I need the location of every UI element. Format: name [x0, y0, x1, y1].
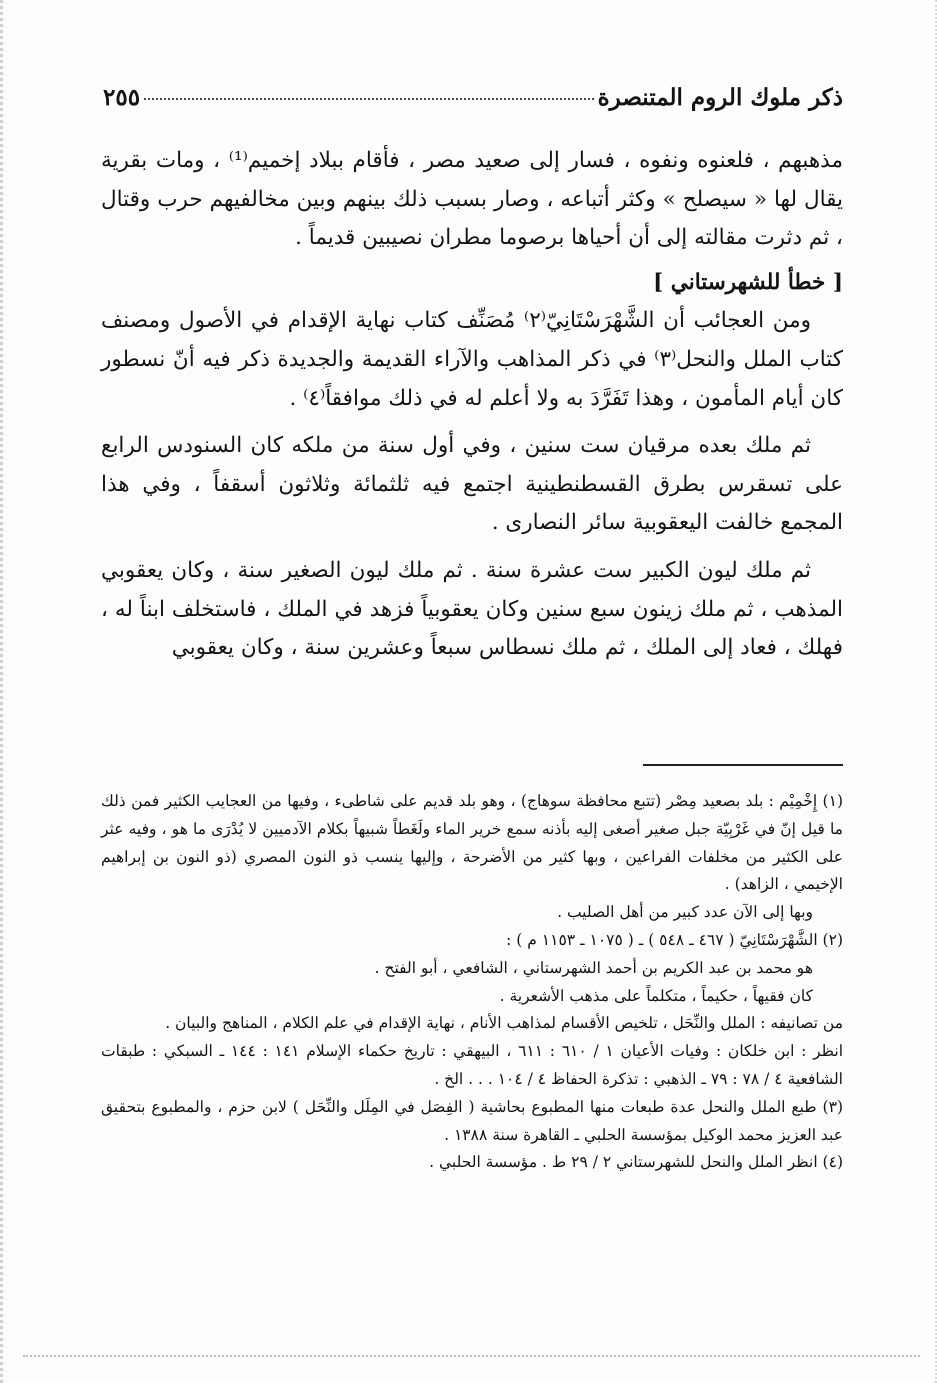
footnote-4: (٤) انظر الملل والنحل للشهرستاني ٢ / ٢٩ ط . مؤسسة الحلبي .	[429, 1153, 843, 1172]
paragraph-2: ومن العجائب أن الشَّهْرَسْتَانِيّ⁽٢⁾ مُصَنِّف كتاب نهاية الإقدام في الأصول ومصنف كتاب الملل والنحل⁽٣⁾ في ذكر المذاهب والآراء القديمة والجديدة ذكر فيه أنّ نسطور كان أيام المأمون ، وهذا تَفَرَّدَ به ولا أعلم له في ذلك موافقاً⁽٤⁾ .	[101, 308, 843, 411]
footnote-3: (٣) طبع الملل والنحل عدة طبعات منها المطبوع بحاشية ( الفِصَل في المِلَل والنِّحَل ) لابن حزم ، والمطبوع بتحقيق عبد العزيز محمد الوكيل بمؤسسة الحلبي ـ القاهرة سنة ١٣٨٨ .	[101, 1097, 843, 1144]
running-header	[103, 84, 843, 120]
footnote-2-line: هو محمد بن عبد الكريم بن أحمد الشهرستاني ، الشافعي ، أبو الفتح .	[374, 958, 813, 977]
paragraph-3: ثم ملك بعده مرقيان ست سنين ، وفي أول سنة من ملكه كان السنودس الرابع على تسقرس بطرق القسطنطينية اجتمع فيه ثلثمائة وثلاثون أسقفاً ، وفي هذا المجمع خالفت اليعقوبية سائر النصارى .	[101, 433, 843, 536]
footnote-2-heading: (٢) الشَّهْرَسْتَانِيّ ( ٤٦٧ ـ ٥٤٨ ) ـ ( ١٠٧٥ ـ ١١٥٣ م ) :	[506, 930, 843, 949]
running-title: ذكر ملوك الروم المتنصرة	[597, 84, 843, 111]
leader-dots	[144, 98, 594, 100]
footnote-2-works: من تصانيفه : الملل والنِّحَل ، تلخيص الأقسام لمذاهب الأنام ، نهاية الإقدام في علم الكلام ، المناهج والبيان .	[165, 1014, 843, 1033]
page-number: ٢٥٥	[103, 84, 141, 111]
footnote-separator	[643, 764, 843, 766]
footnote-2-refs: انظر : ابن خلكان : وفيات الأعيان ١ / ٦١٠ : ٦١١ ، البيهقي : تاريخ حكماء الإسلام ١٤١ : ١٤٤ ـ السبكي : طبقات الشافعية ٤ / ٧٨ : ٧٩ ـ الذهبي : تذكرة الحفاظ ٤ / ١٠٤ . . . الخ .	[101, 1042, 844, 1088]
footnotes	[101, 788, 843, 1177]
paragraph-4: ثم ملك ليون الكبير ست عشرة سنة . ثم ملك ليون الصغير سنة ، وكان يعقوبي المذهب ، ثم ملك زينون سبع سنين وكان يعقوبياً فزهد في الملك ، فاستخلف ابناً له ، فهلك ، فعاد إلى الملك ، ثم ملك نسطاس سبعاً وعشرين سنة ، وكان يعقوبي	[101, 557, 843, 661]
scan-border-dots	[23, 1355, 920, 1357]
footnote-2-line: كان فقيهاً ، حكيماً ، متكلماً على مذهب الأشعرية .	[499, 986, 813, 1005]
section-heading: [ خطأ للشهرستاني ]	[653, 269, 843, 295]
main-text	[101, 142, 843, 668]
footnote-1: (١) إِخْمِيْم : بلد بصعيد مِصْر (تتبع محافظة سوهاج) ، وهو بلد قديم على شاطىء ، وفيها من العجايب الكثير فمن ذلك ما قيل إنّ في غَرْبِيّة جبل صغير أصغى إليه بأذنه سمع خرير الماء ولَغَطاً شبيهاً بكلام الآدميين لا يُدْرَى ما هو ، وفيه عثر على الكثير من مخلفات الفراعين ، وبها كثير من الأضرحة ، وإليها ينسب ذو النون المصري (ذو النون بن إبراهيم الإخيمي ، الزاهد) .	[101, 792, 843, 894]
footnote-1-continued: وبها إلى الآن عدد كبير من أهل الصليب .	[557, 903, 813, 922]
paragraph-1: مذهبهم ، فلعنوه ونفوه ، فسار إلى صعيد مصر ، فأقام ببلاد إخميم⁽¹⁾ ، ومات بقرية يقال لها « سيصلح » وكثر أتباعه ، وصار بسبب ذلك بينهم وبين مخالفيهم حرب وقتال ، ثم دثرت مقالته إلى أن أحياها برصوما مطران نصيبين قديماً .	[101, 148, 843, 251]
